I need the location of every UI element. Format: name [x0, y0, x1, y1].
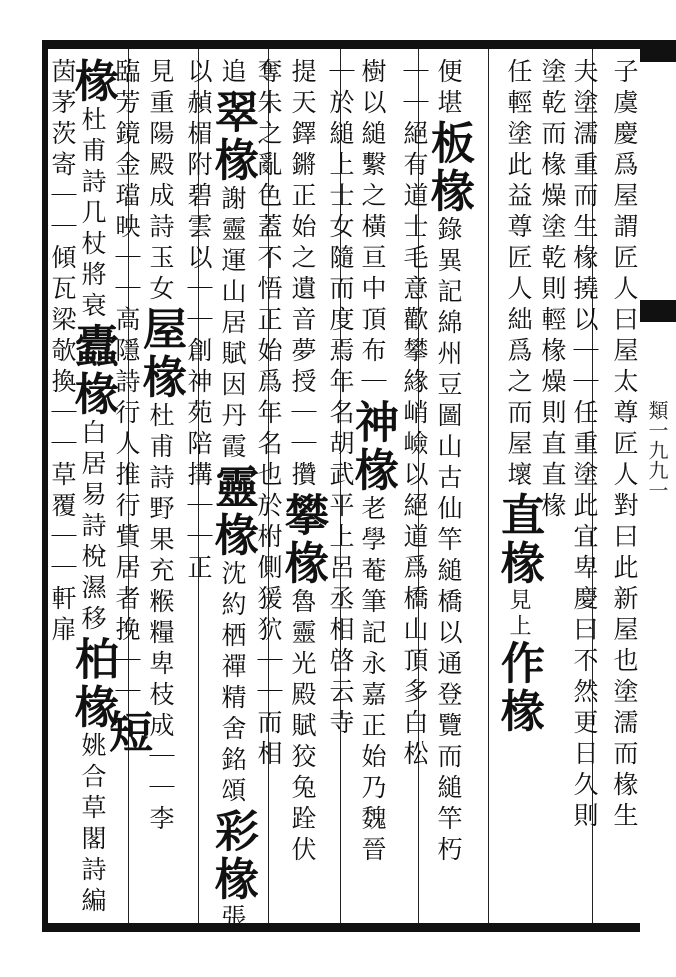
- entry-headword: 直椽: [493, 492, 544, 588]
- text-column: [176, 58, 220, 918]
- entry-headword: 攀椽: [277, 492, 328, 588]
- text-column: [318, 58, 362, 918]
- text-segment: 夫塗濡重而生椽撓以｜｜任重塗此宜卑慶曰不然更日久則: [570, 58, 599, 833]
- entry-headword: 蠹椽: [67, 323, 118, 419]
- entry-headword: 椽: [67, 58, 118, 106]
- text-segment: 於柎側猨狖｜｜而相: [254, 492, 283, 771]
- text-segment: ｜｜: [400, 58, 429, 120]
- text-segment: 見重陽殿成詩玉女: [146, 58, 175, 306]
- entry-headword: 柏椽: [67, 636, 118, 732]
- text-segment: 謝靈運山居賦因丹霞: [218, 185, 247, 464]
- entry-headword: 作椽: [493, 640, 544, 736]
- text-column: [392, 58, 436, 918]
- text-segment: 老學菴筆記永嘉正始乃魏晉: [358, 495, 387, 867]
- text-segment: 樹以縋繫之橫亘中頂布｜: [358, 58, 387, 399]
- text-segment: 傾瓦梁欹換｜｜: [48, 244, 77, 461]
- entry-headword: 翠椽: [207, 89, 258, 185]
- text-segment: 高隱詩行人推行貲居者挽｜｜: [112, 306, 141, 709]
- text-segment: ｜於縋上士女隨而度焉: [326, 58, 355, 368]
- text-segment: 正: [184, 554, 213, 585]
- text-column: [40, 58, 84, 918]
- text-segment: 任輕塗此益尊匠人絀爲之而屋壞: [504, 58, 533, 492]
- text-segment: 草覆｜｜軒扉: [48, 461, 77, 647]
- text-segment: 見上: [506, 588, 531, 640]
- text-segment: 錄異記綿州豆圖山古仙竿縋橋以通登覽而縋竿朽: [434, 216, 463, 867]
- entry-headword: 神椽: [347, 399, 398, 495]
- entry-headword: 彩椽: [207, 808, 258, 904]
- text-segment: 絕有道士毛意歡攀緣峭嶮以絕道爲橋山頂多白松: [400, 120, 429, 771]
- text-segment: 杜甫詩几杖將衰: [78, 106, 107, 323]
- text-segment: 年名胡武平上呂丞相啓云寺: [326, 368, 355, 740]
- text-segment: 沈約栖禪精舍銘頌: [218, 560, 247, 808]
- text-segment: 塗乾而椽燥塗乾則輕椽燥則直直椽: [538, 58, 567, 523]
- entry-headword: 屋椽: [135, 306, 186, 402]
- text-segment: 茵茅茨寄｜｜: [48, 58, 77, 244]
- side-page-mark: 類一九九一: [645, 400, 669, 500]
- text-segment: 姚合草閣詩編: [78, 732, 107, 918]
- text-segment: 白居易詩梲濕移: [78, 419, 107, 636]
- text-segment: 臨芳鏡金璫映｜｜: [112, 58, 141, 306]
- text-segment: 便堪: [434, 58, 463, 120]
- text-column: [602, 58, 646, 918]
- text-segment: 創神苑陪搆｜｜: [184, 337, 213, 554]
- text-segment: 追: [218, 58, 247, 89]
- text-segment: 魯靈光殿賦狡兔跧伏: [288, 588, 317, 867]
- text-segment: 杜甫詩野果充糇糧卑枝成｜｜李: [146, 402, 175, 836]
- text-segment: 子虞慶爲屋謂匠人曰屋太尊匠人對曰此新屋也塗濡而椽生: [610, 58, 639, 833]
- text-segment: 奪朱之亂色蓋不悟正始爲年名也: [254, 58, 283, 492]
- text-segment: 提天鐸鏘正始之遺音夢授｜｜攢: [288, 58, 317, 492]
- entry-headword: 板椽: [423, 120, 474, 216]
- entry-headword: 靈椽: [207, 464, 258, 560]
- entry-headword: 短: [101, 709, 152, 757]
- text-segment: 以赬楣附碧雲以｜｜: [184, 58, 213, 337]
- text-segment: 張: [218, 904, 247, 935]
